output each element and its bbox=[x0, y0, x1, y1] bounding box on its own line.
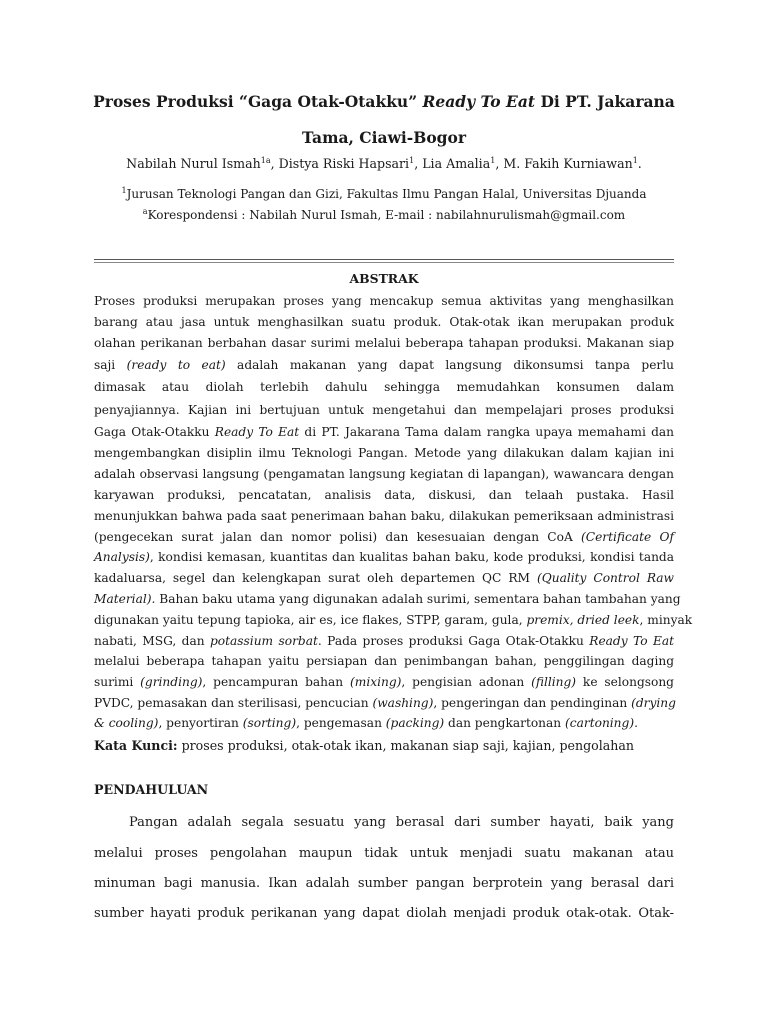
author-list: Nabilah Nurul Ismah$^{1a}$, Distya Riski Hapsari$^1$, Lia Amalia$^1$, M. Fakih Kurniawan$^1$. bbox=[126, 156, 642, 171]
section-heading: PENDAHULUAN bbox=[94, 782, 209, 797]
abstract-line: (pengecekan surat jalan dan nomor polisi) dan kesesuaian dengan CoA (Certificate Of bbox=[94, 530, 675, 544]
paper-title bbox=[70, 84, 698, 156]
abstract-line: barang atau jasa untuk menghasilkan suatu produk. Otak-otak ikan merupakan produk bbox=[94, 315, 674, 329]
abstract-line: Gaga Otak-Otakku Ready To Eat di PT. Jakarana Tama dalam rangka upaya memahami dan bbox=[94, 425, 675, 439]
abstract-line: dimasak atau diolah terlebih dahulu sehingga memudahkan konsumen dalam bbox=[94, 380, 674, 394]
abstract-line: nabati, MSG, dan potassium sorbat. Pada proses produksi Gaga Otak-Otakku Ready To Eat bbox=[94, 634, 675, 648]
abstract-line: olahan perikanan berbahan dasar surimi melalui beberapa tahapan produksi. Makanan siap bbox=[94, 336, 674, 350]
abstract-line: melalui beberapa tahapan yaitu persiapan dan penimbangan bahan, penggilingan daging bbox=[94, 654, 674, 668]
keywords bbox=[94, 738, 674, 753]
abstract-line: Material). Bahan baku utama yang digunakan adalah surimi, sementara bahan tambahan yang bbox=[94, 592, 681, 606]
abstract-line: saji (ready to eat) adalah makanan yang dapat langsung dikonsumsi tanpa perlu bbox=[94, 358, 675, 372]
keywords-label: Kata Kunci: bbox=[94, 738, 178, 753]
abstract-line: Analysis), kondisi kemasan, kuantitas dan kualitas bahan baku, kode produksi, kondisi tanda bbox=[94, 550, 674, 564]
abstract-line: digunakan yaitu tepung tapioka, air es, ice flakes, STPP, garam, gula, premix, dried leek, minyak bbox=[94, 613, 693, 627]
title-italic: Ready To Eat bbox=[422, 92, 536, 111]
divider-thin bbox=[94, 262, 674, 263]
abstract-line: & cooling), penyortiran (sorting), pengemasan (packing) dan pengkartonan (cartoning). bbox=[94, 716, 638, 730]
paragraph-line: melalui proses pengolahan maupun tidak untuk menjadi suatu makanan atau bbox=[94, 846, 674, 861]
paragraph-line: minuman bagi manusia. Ikan adalah sumber pangan berprotein yang berasal dari bbox=[94, 876, 674, 891]
affiliation-1: $^1$Jurusan Teknologi Pangan dan Gizi, Fakultas Ilmu Pangan Halal, Universitas Djuanda bbox=[121, 186, 647, 201]
correspondence: $^a$Korespondensi : Nabilah Nurul Ismah, E-mail : nabilahnurulismah@gmail.com bbox=[142, 207, 626, 222]
abstract-line: surimi (grinding), pencampuran bahan (mixing), pengisian adonan (filling) ke selongsong bbox=[94, 675, 674, 689]
abstract-line: menunjukkan bahwa pada saat penerimaan bahan baku, dilakukan pemeriksaan administrasi bbox=[94, 509, 674, 523]
abstract-line: kadaluarsa, segel dan kelengkapan surat oleh departemen QC RM (Quality Control Raw bbox=[94, 571, 674, 585]
title-line-2: Tama, Ciawi-Bogor bbox=[301, 128, 467, 147]
abstract-heading: ABSTRAK bbox=[349, 271, 419, 286]
abstract-line: PVDC, pemasakan dan sterilisasi, pencucian (washing), pengeringan dan pendinginan (drying bbox=[94, 696, 676, 710]
paragraph-line: sumber hayati produk perikanan yang dapat diolah menjadi produk otak-otak. Otak- bbox=[94, 906, 674, 921]
abstract-line: Proses produksi merupakan proses yang mencakup semua aktivitas yang menghasilkan bbox=[94, 294, 674, 308]
divider-thick bbox=[94, 259, 674, 260]
abstract-line: penyajiannya. Kajian ini bertujuan untuk mengetahui dan mempelajari proses produksi bbox=[94, 403, 674, 417]
abstract-line: adalah observasi langsung (pengamatan langsung kegiatan di lapangan), wawancara dengan bbox=[94, 467, 674, 481]
abstract-line: mengembangkan disiplin ilmu Teknologi Pangan. Metode yang dilakukan dalam kajian ini bbox=[94, 446, 674, 460]
title-line-1: Proses Produksi “Gaga Otak-Otakku” Ready To Eat Di PT. Jakarana bbox=[93, 92, 675, 111]
keywords-text: proses produksi, otak-otak ikan, makanan siap saji, kajian, pengolahan bbox=[177, 738, 634, 753]
abstract-line: karyawan produksi, pencatatan, analisis data, diskusi, dan telaah pustaka. Hasil bbox=[94, 488, 674, 502]
paragraph-line: Pangan adalah segala sesuatu yang berasal dari sumber hayati, baik yang bbox=[129, 815, 674, 830]
